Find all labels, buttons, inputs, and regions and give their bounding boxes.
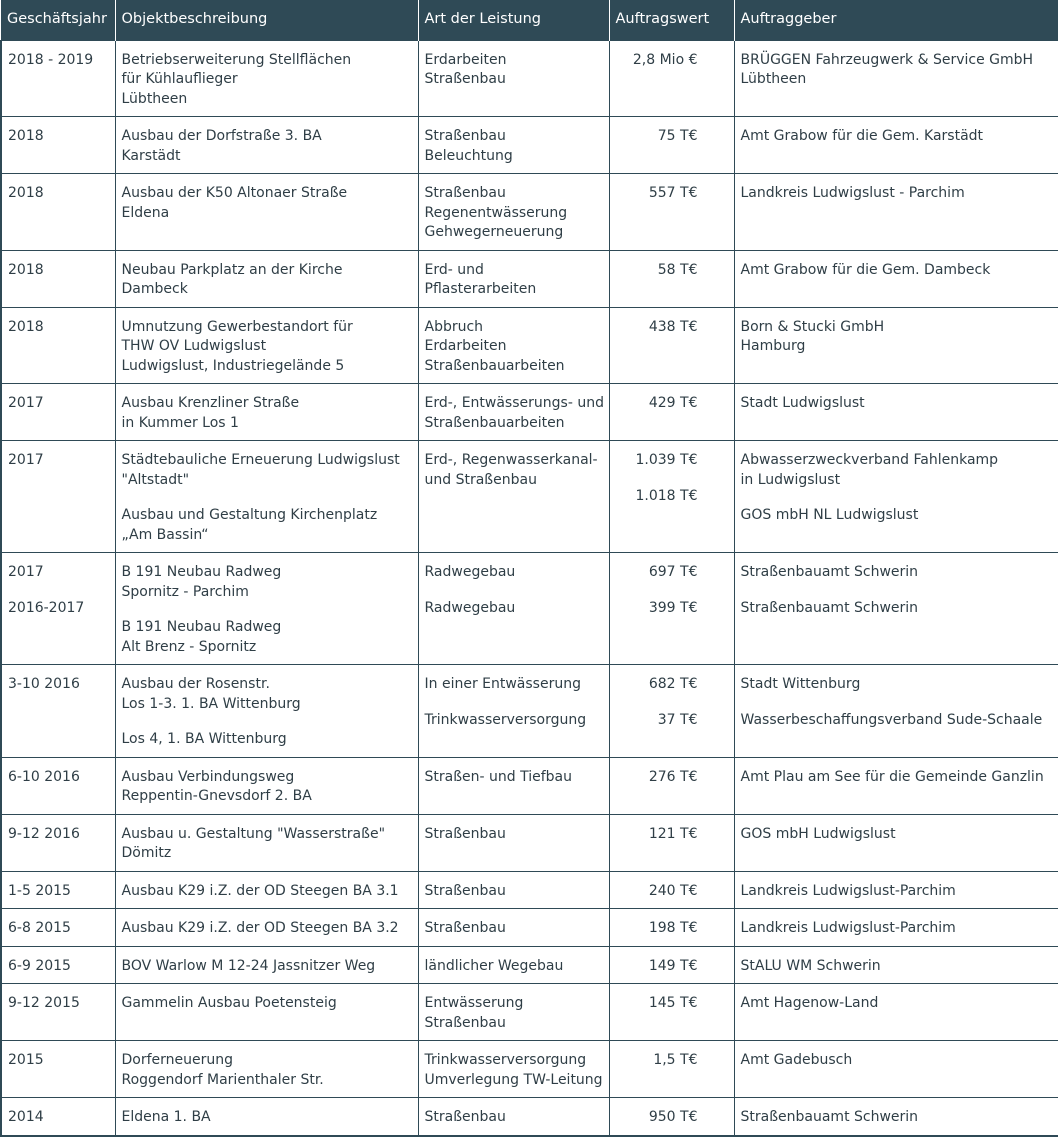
cell-line: Ausbau Verbindungsweg <box>121 768 295 785</box>
cell-art-der-leistung <box>418 1041 609 1098</box>
cell-auftraggeber <box>734 250 1058 307</box>
cell-line: Trinkwasserversorgung <box>424 1052 587 1068</box>
cell-objektbeschreibung <box>115 174 418 251</box>
cell-line: Ausbau u. Gestaltung "Wasserstraße" <box>121 825 386 842</box>
cell-line: BRÜGGEN Fahrzeugwerk & Service GmbH <box>740 51 1034 68</box>
cell-auftragswert <box>609 1041 734 1098</box>
header-objektbeschreibung: Objektbeschreibung <box>115 0 418 40</box>
table-row <box>1 1041 1058 1098</box>
cell-line: Radwegebau <box>424 599 516 616</box>
cell-line: Umverlegung TW-Leitung <box>424 1071 603 1088</box>
cell-line: 9-12 2015 <box>8 995 80 1011</box>
cell-line: Ausbau der Rosenstr. <box>121 676 270 692</box>
cell-line: Karstädt <box>121 147 181 164</box>
cell-geschaeftsjahr <box>1 384 115 441</box>
cell-line: Straßenbauarbeiten <box>424 414 565 431</box>
cell-line: 1.018 T€ <box>635 487 698 504</box>
cell-line: In einer Entwässerung <box>424 676 581 692</box>
cell-line: Eldena 1. BA <box>121 1109 211 1125</box>
table-row <box>1 984 1058 1041</box>
cell-art-der-leistung <box>418 757 609 814</box>
cell-objektbeschreibung <box>115 909 418 947</box>
cell-line: 697 T€ <box>648 564 698 580</box>
cell-auftraggeber <box>734 174 1058 251</box>
cell-geschaeftsjahr <box>1 665 115 758</box>
cell-line: Ausbau und Gestaltung Kirchenplatz <box>121 507 378 523</box>
cell-art-der-leistung <box>418 40 609 117</box>
cell-line: Ausbau Krenzliner Straße <box>121 395 300 411</box>
cell-line: Lübtheen <box>121 90 188 107</box>
header-auftragswert: Auftragswert <box>609 0 734 40</box>
cell-objektbeschreibung <box>115 946 418 984</box>
cell-line: Amt Plau am See für die Gemeinde Ganzlin <box>740 768 1044 785</box>
cell-objektbeschreibung <box>115 250 418 307</box>
table-row <box>1 946 1058 984</box>
cell-auftragswert <box>609 1098 734 1136</box>
cell-line: 1.039 T€ <box>635 452 698 468</box>
table-row <box>1 384 1058 441</box>
cell-line: 6-9 2015 <box>8 957 71 974</box>
table-row <box>1 307 1058 384</box>
cell-auftraggeber <box>734 757 1058 814</box>
cell-auftragswert <box>609 117 734 174</box>
cell-line: Pflasterarbeiten <box>424 281 537 297</box>
cell-line: Straßenbauamt Schwerin <box>740 599 919 616</box>
cell-objektbeschreibung <box>115 1041 418 1098</box>
cell-auftraggeber <box>734 984 1058 1041</box>
cell-objektbeschreibung <box>115 1098 418 1136</box>
cell-line: Abbruch <box>424 318 484 335</box>
cell-line: Erd- und <box>424 261 484 278</box>
cell-line: Neubau Parkplatz an der Kirche <box>121 261 343 278</box>
cell-geschaeftsjahr <box>1 250 115 307</box>
cell-auftraggeber <box>734 871 1058 909</box>
cell-objektbeschreibung <box>115 665 418 758</box>
cell-objektbeschreibung <box>115 757 418 814</box>
cell-art-der-leistung <box>418 946 609 984</box>
cell-art-der-leistung <box>418 871 609 909</box>
cell-auftraggeber <box>734 307 1058 384</box>
cell-art-der-leistung <box>418 384 609 441</box>
cell-objektbeschreibung <box>115 814 418 871</box>
cell-line: Erd-, Entwässerungs- und <box>424 395 604 411</box>
cell-line: 2018 <box>8 185 44 201</box>
cell-auftragswert <box>609 665 734 758</box>
cell-art-der-leistung <box>418 441 609 553</box>
cell-line: Lübtheen <box>740 71 807 87</box>
cell-line: Betriebserweiterung Stellflächen <box>121 51 352 68</box>
cell-line: 2018 <box>8 261 44 278</box>
cell-line: Gammelin Ausbau Poetensteig <box>121 995 337 1011</box>
cell-auftragswert <box>609 384 734 441</box>
cell-art-der-leistung <box>418 984 609 1041</box>
cell-line: THW OV Ludwigslust <box>121 338 267 354</box>
cell-line: Dorferneuerung <box>121 1052 234 1068</box>
header-row <box>1 0 1058 40</box>
cell-line: 2,8 Mio € <box>632 51 698 68</box>
cell-line: Straßenbauamt Schwerin <box>740 564 919 580</box>
cell-line: 429 T€ <box>648 395 698 411</box>
table-row <box>1 250 1058 307</box>
cell-art-der-leistung <box>418 909 609 947</box>
table-row <box>1 117 1058 174</box>
cell-objektbeschreibung <box>115 307 418 384</box>
cell-line: in Kummer Los 1 <box>121 414 239 431</box>
cell-line: Erdarbeiten <box>424 51 507 68</box>
cell-line: 2017 <box>8 564 44 580</box>
cell-line: 1,5 T€ <box>653 1052 698 1068</box>
table-row <box>1 1098 1058 1136</box>
cell-line: Alt Brenz - Spornitz <box>121 638 257 655</box>
cell-line: und Straßenbau <box>424 471 537 488</box>
cell-auftragswert <box>609 984 734 1041</box>
cell-line: 58 T€ <box>657 261 698 278</box>
cell-line: Roggendorf Marienthaler Str. <box>121 1071 324 1088</box>
cell-auftragswert <box>609 174 734 251</box>
cell-line: Landkreis Ludwigslust-Parchim <box>740 882 956 899</box>
cell-auftraggeber <box>734 441 1058 553</box>
cell-line: B 191 Neubau Radweg <box>121 619 282 635</box>
cell-geschaeftsjahr <box>1 553 115 665</box>
cell-line: Radwegebau <box>424 564 516 580</box>
cell-geschaeftsjahr <box>1 307 115 384</box>
block-gap <box>741 490 1053 506</box>
cell-auftragswert <box>609 909 734 947</box>
block-gap <box>741 695 1053 711</box>
cell-line: 145 T€ <box>648 995 698 1011</box>
cell-line: „Am Bassin“ <box>121 526 209 543</box>
cell-line: GOS mbH NL Ludwigslust <box>740 507 919 523</box>
cell-line: 6-8 2015 <box>8 920 71 936</box>
cell-line: Ausbau der K50 Altonaer Straße <box>121 185 348 201</box>
cell-line: Ludwigslust, Industriegelände 5 <box>121 357 345 374</box>
cell-objektbeschreibung <box>115 441 418 553</box>
cell-art-der-leistung <box>418 665 609 758</box>
cell-line: Umnutzung Gewerbestandort für <box>121 318 353 335</box>
cell-art-der-leistung <box>418 553 609 665</box>
cell-line: 682 T€ <box>648 676 698 692</box>
cell-art-der-leistung <box>418 307 609 384</box>
cell-line: 9-12 2016 <box>8 825 80 842</box>
cell-art-der-leistung <box>418 174 609 251</box>
block-gap <box>122 602 412 618</box>
table-row <box>1 665 1058 758</box>
cell-line: 2014 <box>8 1109 44 1125</box>
block-gap <box>425 583 603 599</box>
cell-line: Reppentin-Gnevsdorf 2. BA <box>121 788 312 804</box>
cell-line: Stadt Wittenburg <box>740 676 861 692</box>
cell-auftraggeber <box>734 384 1058 441</box>
header-geschaeftsjahr: Geschäftsjahr <box>1 0 115 40</box>
table-row <box>1 909 1058 947</box>
cell-geschaeftsjahr <box>1 909 115 947</box>
cell-geschaeftsjahr <box>1 946 115 984</box>
table-row <box>1 871 1058 909</box>
cell-line: Erd-, Regenwasserkanal- <box>424 452 598 468</box>
cell-line: 6-10 2016 <box>8 768 80 785</box>
cell-geschaeftsjahr <box>1 984 115 1041</box>
cell-auftraggeber <box>734 117 1058 174</box>
cell-geschaeftsjahr <box>1 1041 115 1098</box>
cell-line: 3-10 2016 <box>8 676 80 692</box>
table-body <box>1 40 1058 1136</box>
cell-line: 2017 <box>8 395 44 411</box>
cell-geschaeftsjahr <box>1 174 115 251</box>
cell-line: 2015 <box>8 1052 44 1068</box>
table-row <box>1 174 1058 251</box>
cell-line: Los 4, 1. BA Wittenburg <box>121 731 287 747</box>
cell-line: Regenentwässerung <box>424 204 568 221</box>
cell-line: Gehwegerneuerung <box>424 224 564 240</box>
cell-line: Erdarbeiten <box>424 338 507 354</box>
cell-art-der-leistung <box>418 250 609 307</box>
table-row <box>1 40 1058 117</box>
cell-auftragswert <box>609 946 734 984</box>
cell-line: GOS mbH Ludwigslust <box>740 825 896 842</box>
cell-auftraggeber <box>734 40 1058 117</box>
cell-line: Spornitz - Parchim <box>121 583 249 600</box>
cell-line: Straßenbau <box>424 825 506 842</box>
cell-objektbeschreibung <box>115 871 418 909</box>
cell-line: Straßenbau <box>424 71 506 87</box>
cell-line: Hamburg <box>740 338 806 354</box>
cell-line: Straßenbauarbeiten <box>424 357 565 374</box>
cell-line: BOV Warlow M 12-24 Jassnitzer Weg <box>121 957 376 974</box>
cell-line: Stadt Ludwigslust <box>740 395 865 411</box>
cell-line: Städtebauliche Erneuerung Ludwigslust <box>121 452 400 468</box>
cell-line: 438 T€ <box>648 318 698 335</box>
cell-line: Amt Grabow für die Gem. Dambeck <box>740 261 991 278</box>
cell-objektbeschreibung <box>115 40 418 117</box>
cell-line: B 191 Neubau Radweg <box>121 564 282 580</box>
cell-auftragswert <box>609 553 734 665</box>
cell-auftragswert <box>609 307 734 384</box>
cell-art-der-leistung <box>418 1098 609 1136</box>
cell-line: 2017 <box>8 452 44 468</box>
cell-art-der-leistung <box>418 814 609 871</box>
cell-line: Dambeck <box>121 281 188 297</box>
cell-line: Amt Hagenow-Land <box>740 995 879 1011</box>
cell-line: 75 T€ <box>657 128 698 144</box>
block-gap <box>741 583 1053 599</box>
cell-line: 37 T€ <box>657 711 698 728</box>
cell-geschaeftsjahr <box>1 757 115 814</box>
cell-auftraggeber <box>734 946 1058 984</box>
cell-line: 2018 <box>8 318 44 335</box>
block-gap <box>616 471 698 487</box>
cell-line: Amt Gadebusch <box>740 1052 853 1068</box>
cell-auftragswert <box>609 250 734 307</box>
block-gap <box>616 695 698 711</box>
cell-line: Landkreis Ludwigslust - Parchim <box>740 185 965 201</box>
cell-objektbeschreibung <box>115 117 418 174</box>
cell-geschaeftsjahr <box>1 814 115 871</box>
cell-line: Entwässerung <box>424 995 524 1011</box>
cell-line: 2018 - 2019 <box>8 51 94 68</box>
cell-line: ländlicher Wegebau <box>424 957 564 974</box>
cell-auftragswert <box>609 441 734 553</box>
cell-line: Beleuchtung <box>424 147 513 164</box>
block-gap <box>425 695 603 711</box>
cell-line: Straßenbau <box>424 1014 506 1031</box>
cell-line: 149 T€ <box>648 957 698 974</box>
table-row <box>1 757 1058 814</box>
cell-line: Straßenbau <box>424 882 506 899</box>
block-gap <box>616 583 698 599</box>
cell-line: 2018 <box>8 128 44 144</box>
cell-auftragswert <box>609 40 734 117</box>
cell-line: Straßenbauamt Schwerin <box>740 1109 919 1125</box>
block-gap <box>8 583 109 599</box>
cell-line: Abwasserzweckverband Fahlenkamp <box>740 452 999 468</box>
cell-line: 276 T€ <box>648 768 698 785</box>
cell-line: Ausbau K29 i.Z. der OD Steegen BA 3.2 <box>121 920 399 936</box>
cell-line: Born & Stucki GmbH <box>740 318 885 335</box>
cell-line: 399 T€ <box>648 599 698 616</box>
cell-line: Wasserbeschaffungsverband Sude-Schaale <box>740 711 1043 728</box>
cell-line: 198 T€ <box>648 920 698 936</box>
cell-auftraggeber <box>734 814 1058 871</box>
cell-objektbeschreibung <box>115 553 418 665</box>
cell-line: Straßenbau <box>424 920 506 936</box>
cell-geschaeftsjahr <box>1 40 115 117</box>
cell-line: Straßenbau <box>424 185 506 201</box>
cell-line: 121 T€ <box>648 825 698 842</box>
cell-objektbeschreibung <box>115 384 418 441</box>
cell-line: 240 T€ <box>648 882 698 899</box>
header-auftraggeber: Auftraggeber <box>734 0 1058 40</box>
cell-line: Amt Grabow für die Gem. Karstädt <box>740 128 984 144</box>
cell-line: 950 T€ <box>648 1109 698 1125</box>
cell-line: 557 T€ <box>648 185 698 201</box>
cell-line: 1-5 2015 <box>8 882 71 899</box>
cell-line: für Kühlauflieger <box>121 71 238 87</box>
cell-line: Dömitz <box>121 845 172 861</box>
cell-line: 2016-2017 <box>8 599 85 616</box>
cell-auftraggeber <box>734 553 1058 665</box>
block-gap <box>122 490 412 506</box>
cell-objektbeschreibung <box>115 984 418 1041</box>
block-gap <box>122 714 412 730</box>
table-row <box>1 441 1058 553</box>
cell-geschaeftsjahr <box>1 117 115 174</box>
cell-geschaeftsjahr <box>1 441 115 553</box>
cell-auftraggeber <box>734 909 1058 947</box>
cell-line: Straßenbau <box>424 1109 506 1125</box>
cell-art-der-leistung <box>418 117 609 174</box>
cell-line: StALU WM Schwerin <box>740 957 881 974</box>
header-art-der-leistung: Art der Leistung <box>418 0 609 40</box>
cell-auftraggeber <box>734 665 1058 758</box>
table-row <box>1 814 1058 871</box>
cell-geschaeftsjahr <box>1 1098 115 1136</box>
cell-auftraggeber <box>734 1041 1058 1098</box>
cell-auftraggeber <box>734 1098 1058 1136</box>
cell-auftragswert <box>609 757 734 814</box>
cell-line: Eldena <box>121 204 170 221</box>
cell-line: Los 1-3. 1. BA Wittenburg <box>121 695 301 712</box>
cell-line: Ausbau K29 i.Z. der OD Steegen BA 3.1 <box>121 882 399 899</box>
cell-line: Ausbau der Dorfstraße 3. BA <box>121 128 322 144</box>
cell-line: "Altstadt" <box>121 471 190 488</box>
cell-geschaeftsjahr <box>1 871 115 909</box>
cell-auftragswert <box>609 871 734 909</box>
cell-line: Trinkwasserversorgung <box>424 711 587 728</box>
cell-line: in Ludwigslust <box>740 471 841 488</box>
cell-line: Landkreis Ludwigslust-Parchim <box>740 920 956 936</box>
cell-auftragswert <box>609 814 734 871</box>
cell-line: Straßen- und Tiefbau <box>424 768 572 785</box>
cell-line: Straßenbau <box>424 128 506 144</box>
table-row <box>1 553 1058 665</box>
